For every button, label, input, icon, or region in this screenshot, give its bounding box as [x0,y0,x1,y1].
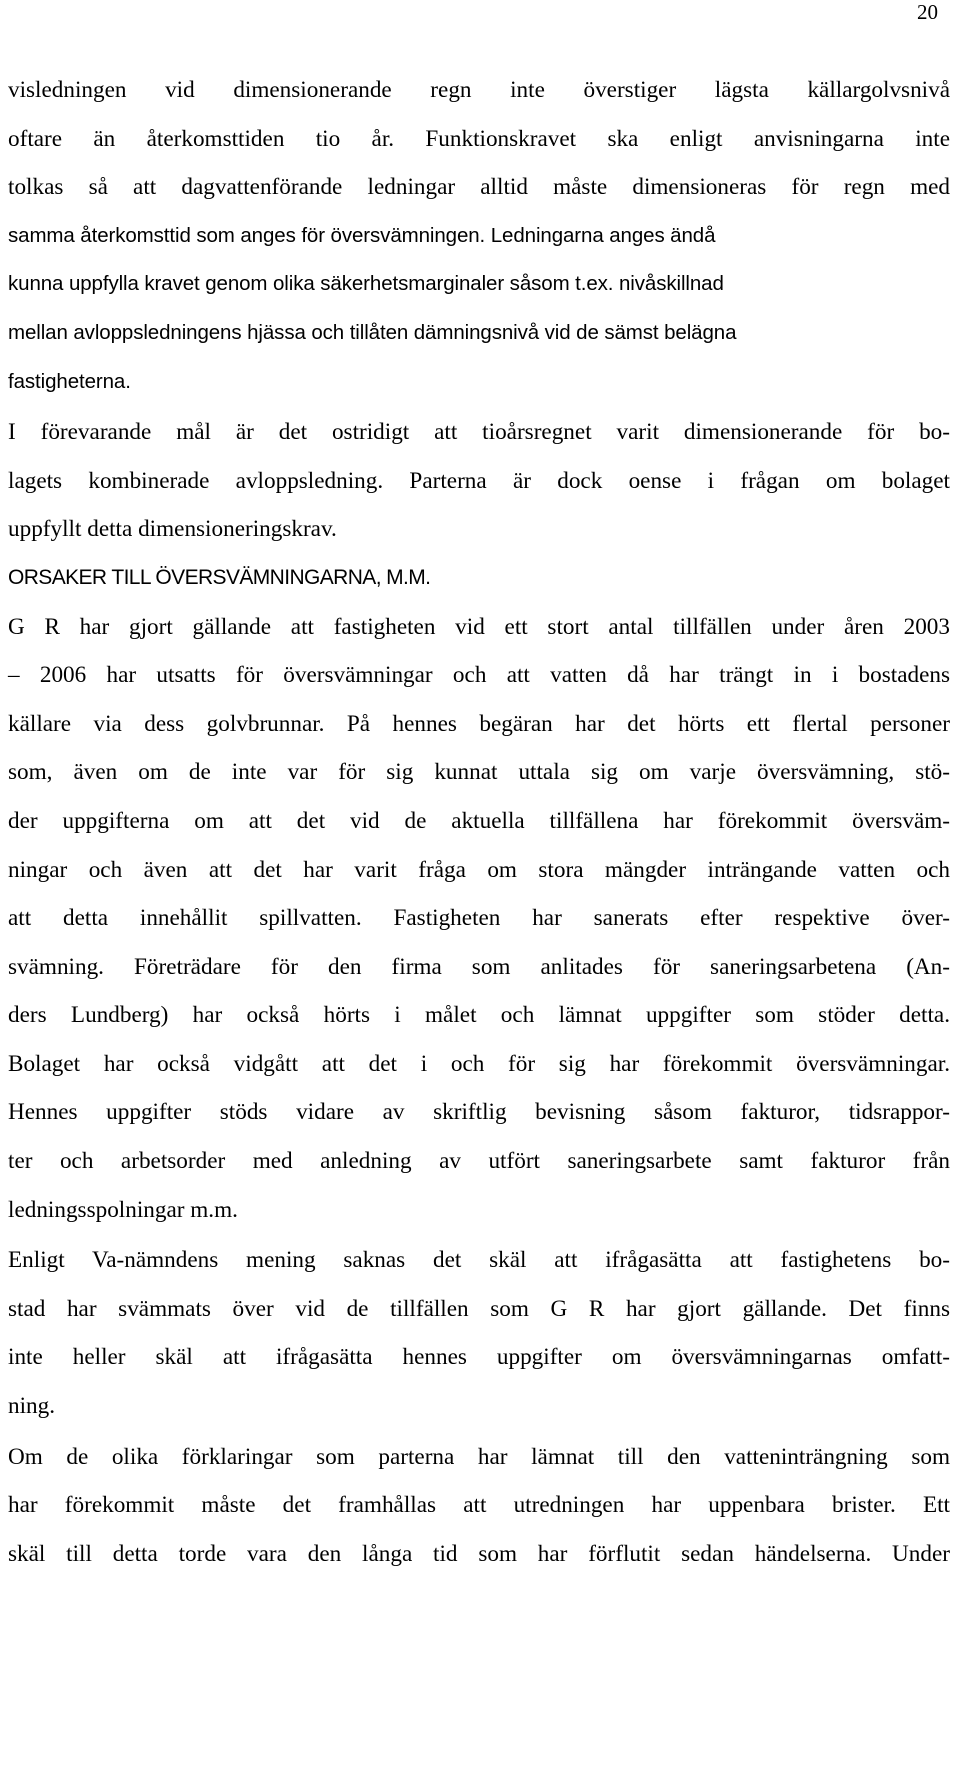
text-line: samma återkomsttid som anges för översvämningen. Ledningarna anges ändå [8,223,716,247]
text-line: att detta innehållit spillvatten. Fastigheten har sanerats efter respektive över- [8,905,950,932]
text-line: källare via dess golvbrunnar. På hennes begäran har det hörts ett flertal personer [8,710,950,737]
text-line: svämning. Företrädare för den firma som anlitades för saneringsarbetena (An- [8,953,950,980]
text-line: I förevarande mål är det ostridigt att tioårsregnet varit dimensionerande för bo- [8,419,950,446]
text-line: Hennes uppgifter stöds vidare av skriftlig bevisning såsom fakturor, tidsrappor- [8,1099,950,1126]
text-line: visledningen vid dimensionerande regn inte överstiger lägsta källargolvsnivå [8,77,950,103]
text-line: oftare än återkomsttiden tio år. Funktionskravet ska enligt anvisningarna inte [8,125,950,152]
text-line: ningar och även att det har varit fråga om stora mängder inträngande vatten och [8,856,950,883]
text-line: – 2006 har utsatts för översvämningar och att vatten då har trängt in i bostadens [8,662,950,689]
document-body [8,78,950,1590]
text-line: Om de olika förklaringar som parterna har lämnat till den vatteninträngning som [8,1443,950,1470]
paragraph [8,615,950,1222]
text-line: har förekommit måste det framhållas att utredningen har uppenbara brister. Ett [8,1492,950,1519]
text-line: fastigheterna. [8,369,131,393]
text-line: ning. [8,1393,56,1420]
text-line: inte heller skäl att ifrågasätta hennes uppgifter om översvämningarnas omfatt- [8,1344,950,1371]
text-line: G R har gjort gällande att fastigheten vid ett stort antal tillfällen under åren 2003 [8,613,950,640]
text-line: mellan avloppsledningens hjässa och tillåten dämningsnivå vid de sämst belägna [8,320,737,344]
text-line: Enligt Va-nämndens mening saknas det skäl att ifrågasätta att fastighetens bo- [8,1247,950,1274]
text-line: som, även om de inte var för sig kunnat uttala sig om varje översvämning, stö- [8,759,950,786]
text-line: lagets kombinerade avloppsledning. Parterna är dock oense i frågan om bolaget [8,467,950,494]
paragraph [8,1248,950,1418]
text-line: Bolaget har också vidgått att det i och för sig har förekommit översvämningar. [8,1050,950,1077]
section-heading: ORSAKER TILL ÖVERSVÄMNINGARNA, M.M. [8,565,431,589]
text-line: uppfyllt detta dimensioneringskrav. [8,516,337,543]
paragraph [8,420,950,541]
text-line: der uppgifterna om att det vid de aktuella tillfällena har förekommit översväm- [8,807,950,834]
text-line: ter och arbetsorder med anledning av utfört saneringsarbete samt fakturor från [8,1148,950,1175]
paragraph [8,1445,950,1566]
page-number: 20 [917,0,938,24]
text-line: ledningsspolningar m.m. [8,1196,238,1223]
text-line: skäl till detta torde vara den långa tid som har förflutit sedan händelserna. Under [8,1540,950,1567]
text-line: kunna uppfylla kravet genom olika säkerhetsmarginaler såsom t.ex. nivåskillnad [8,272,724,296]
text-line: tolkas så att dagvattenförande ledningar alltid måste dimensioneras för regn med [8,174,950,201]
text-line: stad har svämmats över vid de tillfällen som G R har gjort gällande. Det finns [8,1295,950,1322]
text-line: ders Lundberg) har också hörts i målet och lämnat uppgifter som stöder detta. [8,1002,950,1029]
paragraph [8,78,950,394]
